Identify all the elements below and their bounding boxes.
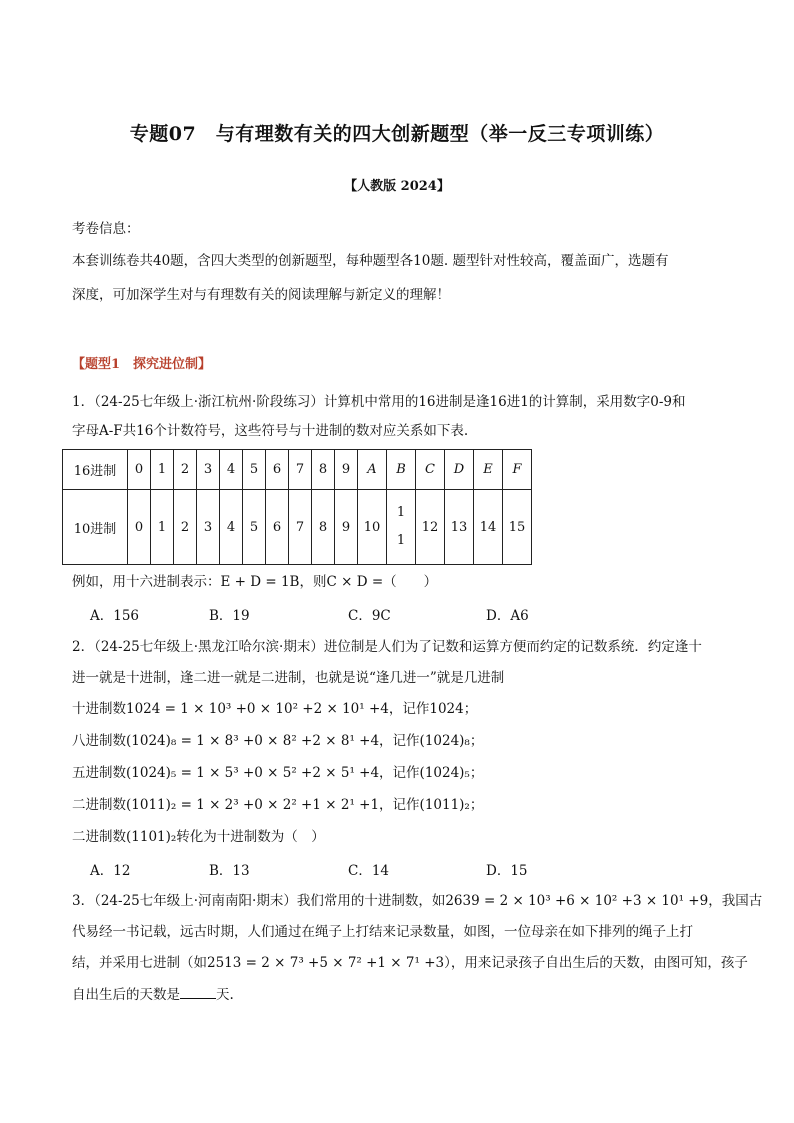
table-cell: 8 [312,490,335,565]
info-line-2: 深度，可加深学生对与有理数有关的阅读理解与新定义的理解！ [72,287,450,303]
page-title: 专题07 与有理数有关的四大创新题型（举一反三专项训练） [129,123,665,145]
table-cell: 4 [220,450,243,490]
table-cell: 6 [266,450,289,490]
table-cell: 1 1 [387,490,416,565]
q3-line-4 [72,985,234,1005]
table-cell: 13 [445,490,474,565]
table-row-hex [63,450,532,490]
q2-line-3: 十进制数1024 = 1 × 10³ +0 × 10² +2 × 10¹ +4，记作1024； [72,701,478,717]
table-row-label: 16进制 [63,450,128,490]
table-cell: E [474,450,503,490]
table-cell: 1 [151,490,174,565]
table-cell: 9 [335,490,358,565]
table-cell: 9 [335,450,358,490]
table-cell: 0 [128,450,151,490]
table-cell: 7 [289,450,312,490]
q2-option-d[interactable]: D．15 [486,863,528,879]
table-row-label: 10进制 [63,490,128,565]
answer-blank[interactable] [180,986,216,999]
q1-option-b[interactable]: B．19 [209,608,250,624]
hex-decimal-table [62,449,532,565]
table-cell: 7 [289,490,312,565]
table-row-decimal [63,490,532,565]
q2-line-1: 2．（24-25七年级上·黑龙江哈尔滨·期末）进位制是人们为了记数和运算方便而约定的记数系统．约定逢十 [72,639,702,655]
table-cell: 1 [151,450,174,490]
table-cell: 8 [312,450,335,490]
q1-example: 例如，用十六进制表示：E + D = 1B，则C × D =（ ） [72,574,438,590]
info-label: 考卷信息： [72,221,140,237]
table-cell: 12 [416,490,445,565]
q2-line-7: 二进制数(1101)₂转化为十进制数为（ ） [72,829,325,845]
table-cell: 3 [197,450,220,490]
q3-line-3: 结，并采用七进制（如2513 = 2 × 7³ +5 × 7² +1 × 7¹ +3），用来记录孩子自出生后的天数，由图可知，孩子 [72,955,748,971]
q1-line-2: 字母A-F共16个计数符号，这些符号与十进制的数对应关系如下表. [72,423,469,439]
info-line-1: 本套训练卷共40题，含四大类型的创新题型，每种题型各10题. 题型针对性较高，覆盖面广，选题有 [72,253,669,269]
table-cell: 10 [358,490,387,565]
table-cell: 2 [174,450,197,490]
q2-option-b[interactable]: B．13 [209,863,250,879]
table-cell: 0 [128,490,151,565]
table-cell: 6 [266,490,289,565]
table-cell: 5 [243,490,266,565]
q3-line-1: 3．（24-25七年级上·河南南阳·期末）我们常用的十进制数，如2639 = 2 × 10³ +6 × 10² +3 × 10¹ +9，我国古 [72,893,763,909]
q2-line-4: 八进制数(1024)₈ = 1 × 8³ +0 × 8² +2 × 8¹ +4，记作(1024)₈； [72,733,484,749]
q2-line-5: 五进制数(1024)₅ = 1 × 5³ +0 × 5² +2 × 5¹ +4，记作(1024)₅； [72,765,484,781]
table-cell: 2 [174,490,197,565]
edition-label: 【人教版 2024】 [344,179,450,194]
q2-option-a[interactable]: A．12 [90,863,131,879]
table-cell: D [445,450,474,490]
q3-line-2: 代易经一书记载，远古时期，人们通过在绳子上打结来记录数量，如图，一位母亲在如下排列的绳子上打 [72,924,693,940]
table-cell: C [416,450,445,490]
q3-line-4-suffix: 天. [216,987,234,1003]
table-cell: 5 [243,450,266,490]
table-cell: F [503,450,532,490]
table-cell: 4 [220,490,243,565]
q1-option-d[interactable]: D．A6 [486,608,529,624]
q1-option-a[interactable]: A．156 [90,608,140,624]
q3-line-4-prefix: 自出生后的天数是 [72,987,180,1003]
table-cell: 14 [474,490,503,565]
q2-line-2: 进一就是十进制，逢二进一就是二进制，也就是说“逢几进一”就是几进制 [72,670,505,686]
table-cell: B [387,450,416,490]
section-heading-1: 【题型1 探究进位制】 [72,357,212,372]
table-cell: 3 [197,490,220,565]
q1-option-c[interactable]: C．9C [348,608,391,624]
q1-line-1: 1．（24-25七年级上·浙江杭州·阶段练习）计算机中常用的16进制是逢16进1的计算制，采用数字0-9和 [72,394,686,410]
table-cell: 15 [503,490,532,565]
q2-option-c[interactable]: C．14 [348,863,390,879]
table-cell: A [358,450,387,490]
q2-line-6: 二进制数(1011)₂ = 1 × 2³ +0 × 2² +1 × 2¹ +1，记作(1011)₂； [72,797,484,813]
